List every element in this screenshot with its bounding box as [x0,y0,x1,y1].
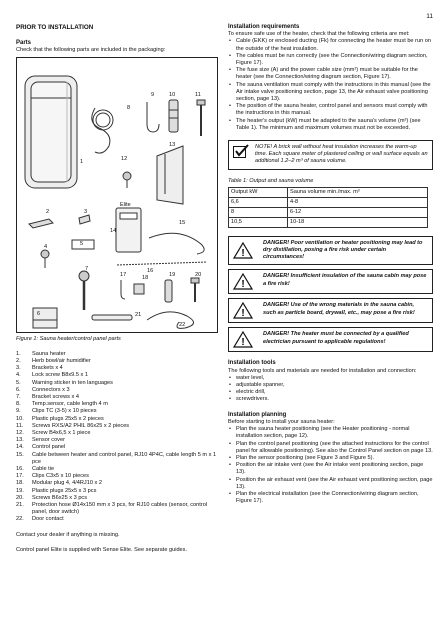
note-text: NOTE! A brick wall without heat insulation increases the warm-up time. Each square meter of plastered ceiling or wall surface equals an additional 1.2–2 m³ of sauna volume. [255,144,428,165]
item-text: Connectors x 3 [32,386,70,393]
parts-figure [16,57,218,333]
item-text: Sensor cover [32,437,65,444]
table-cell: 10-18 [287,217,427,227]
elite-label: Elite [120,201,131,208]
parts-list-item [16,516,220,523]
danger-text: DANGER! Poor ventilation or heater positioning may lead to dry distillation, posing a fire risk under certain circumstances! [263,239,423,261]
item-number: 17. [16,473,24,480]
requirement-item: • The fuse size (A) and the power cable size (mm²) must be suitable for the heater (see the Connection/wiring diagram section, Figure 17). [228,67,433,81]
tools-list [228,375,433,404]
item-text: Protection hose Ø14x150 mm x 3 pcs, for RJ10 cables (sensor, control panel, door switch) [32,502,208,516]
item-text: Herb bowl/air humidifier [32,358,91,365]
figure-label: 17 [120,271,127,278]
output-volume-table [228,187,428,228]
figure-caption: Figure 1: Sauna heater/control panel parts [16,335,121,342]
item-number: 21. [16,502,24,509]
cable-tie-drawing [117,262,207,265]
item-number: 9. [16,408,21,415]
parts-list-item [16,351,220,358]
planning-item: • Plan the electrical installation (see the Connection/wiring diagram section, Figure 17). [228,491,433,505]
table-caption: Table 1: Output and sauna volume [228,177,314,184]
requirements-heading: Installation requirements [228,24,300,30]
table-row [229,197,428,207]
table-row [229,207,428,217]
tools-intro: The following tools and materials are needed for installation and connection: [228,367,417,374]
screws-rxs-drawing [197,100,205,136]
warning-triangle-icon [233,331,263,348]
sauna-heater-drawing [25,76,77,188]
clips-tc-drawing [147,102,159,132]
parts-list-item [16,480,220,487]
item-number: 18. [16,480,24,487]
planning-intro: Before starting to install your sauna heater: [228,418,335,425]
danger-text: DANGER! The heater must be connected by a qualified electrician pursuant to applicable regulations! [263,331,409,345]
protection-hose-drawing [92,315,132,320]
table-header: Output kW [229,187,288,197]
warning-triangle-icon [233,273,263,290]
cable-drawing [149,233,204,254]
svg-text:!: ! [241,248,245,260]
item-number: 4. [16,372,21,379]
requirement-item: • Cable (EKK) or enclosed ducting (Fk) for connecting the heater must be run on the outside of the heat insulation. [228,38,433,52]
tool-item: • water level, [228,375,433,382]
contact-dealer-text: Contact your dealer if anything is missing. [16,531,120,538]
item-text: Lock screw B8x9.5 x 1 [32,372,88,379]
planning-item: • Position the air intake vent (see the Air intake vent positioning section, page 13). [228,462,433,476]
modular-plug-drawing [134,284,144,294]
item-number: 5. [16,379,21,386]
lock-screw-drawing [41,250,49,268]
page-number: 11 [426,13,433,20]
table-cell: 4-8 [287,197,427,207]
figure-label: 13 [169,141,176,148]
figure-label: 8 [127,104,131,111]
item-text: Clips TC (3-5) x 10 pieces [32,408,97,415]
figure-label: 9 [151,91,155,98]
parts-list-item [16,372,220,379]
section-title: PRIOR TO INSTALLATION [16,24,94,31]
planning-item: • Position the air exhaust vent (see the Air exhaust vent positioning section, page 13). [228,477,433,491]
figure-label: 21 [135,311,142,318]
danger-box [228,269,433,294]
control-panel-drawing [116,208,141,252]
item-number: 1. [16,350,21,357]
item-text: Sauna heater [32,350,66,357]
item-number: 20. [16,494,24,501]
planning-item: • Plan the control panel positioning (see the attached instructions for the control panel for allowable positioning). See also the Control Panel section on page 13. [228,441,433,455]
figure-label: 16 [147,267,154,274]
table-row [229,217,428,227]
item-number: 10. [16,415,24,422]
item-number: 6. [16,386,21,393]
parts-list-item [16,452,220,466]
requirement-item: • The position of the sauna heater, control panel and sensors must comply with the instructions in this manual. [228,103,433,117]
table-cell: 10,5 [229,217,288,227]
sensor-cover-drawing [157,146,183,204]
danger-text: DANGER! Use of the wrong materials in the sauna cabin, such as particle board, drywall, etc., may pose a fire risk! [263,302,415,316]
note-box [228,140,433,170]
item-text: Screws RXS/A2 PHIL 86x25 x 2 pieces [32,422,130,429]
danger-text: DANGER! Insufficient insulation of the sauna cabin may pose a fire risk! [263,273,427,287]
temp-sensor-drawing [92,108,113,153]
figure-label: 2 [46,208,50,215]
door-contact-drawing [147,311,194,328]
elite-note: Control panel Elite is supplied with Sense Elite. See separate guides. [16,546,188,553]
requirement-item: • The cables must be run correctly (see the Connection/wiring diagram section, Figure 17). [228,53,433,67]
parts-list-item [16,437,220,444]
item-text: Clips C3x5 x 10 pieces [32,473,89,480]
item-number: 3. [16,365,21,372]
herb-bowl-drawing [29,219,53,228]
parts-list-item [16,466,220,473]
tool-item: • adjustable spanner, [228,382,433,389]
table-header-row [229,187,428,197]
left-column [16,24,220,554]
figure-label: 15 [179,219,186,226]
requirements-list [228,38,433,132]
plastic-plugs-small-drawing [165,280,172,302]
parts-list [16,351,220,524]
table-cell: 6-12 [287,207,427,217]
svg-text:!: ! [241,337,245,349]
requirement-item: • The heater's output (kW) must be adapted to the sauna's volume (m³) (see Table 1). The minimum and maximum volumes must not be exceeded. [228,118,433,132]
parts-list-item [16,380,220,387]
item-number: 15. [16,451,24,458]
parts-list-item [16,358,220,365]
item-number: 12. [16,430,24,437]
figure-label: 1 [80,158,84,165]
danger-list [228,236,433,353]
item-text: Cable tie [32,466,55,473]
item-text: Bracket screws x 4 [32,394,79,401]
figure-label: 11 [195,91,201,98]
item-text: Temp.sensor, cable length 4 m [32,401,108,408]
figure-label: 7 [85,265,89,272]
item-text: Screws B6x25 x 3 pcs [32,494,88,501]
item-number: 11. [16,422,24,429]
planning-item: • Plan the sauna heater positioning (see the Heater positioning - normal installation section, page 12). [228,426,433,440]
tool-item: • screwdrivers. [228,396,433,403]
item-text: Door contact [32,516,64,523]
parts-illustration [17,58,217,332]
item-text: Warning sticker in ten languages [32,379,113,386]
checkmark-icon [233,144,255,166]
item-number: 13. [16,437,24,444]
figure-label: 5 [80,240,84,247]
requirements-intro: To ensure safe use of the heater, check that the following criteria are met: [228,31,410,38]
item-number: 14. [16,444,24,451]
parts-list-item [16,430,220,437]
warning-triangle-icon [233,302,263,319]
figure-label: 6 [37,310,41,317]
requirement-item: • The sauna ventilation must comply with the instructions in this manual (see the Air intake valve positioning section, page 13, the Air exhaust valve positioning section, page 13). [228,82,433,104]
figure-label: 14 [110,227,117,234]
item-text: Screw B4x6,5 x 1 piece [32,430,91,437]
svg-text:!: ! [241,308,245,320]
item-number: 8. [16,401,21,408]
parts-heading: Parts [16,40,32,47]
parts-list-item [16,365,220,372]
table-cell: 6,6 [229,197,288,207]
item-number: 2. [16,358,21,365]
item-number: 16. [16,466,24,473]
figure-label: 10 [169,91,176,98]
planning-heading: Installation planning [228,411,287,418]
planning-list [228,426,433,505]
table-header: Sauna volume min./max. m³ [287,187,427,197]
screw-b4-drawing [123,172,131,188]
figure-label: 20 [195,271,202,278]
danger-box [228,327,433,352]
parts-list-item [16,502,220,516]
parts-list-item [16,394,220,401]
parts-list-item [16,423,220,430]
figure-label: 4 [44,243,48,250]
right-column [228,24,433,505]
parts-list-item [16,444,220,451]
parts-list-item [16,416,220,423]
item-text: Control panel [32,444,66,451]
figure-label: 12 [121,155,128,162]
item-number: 7. [16,394,21,401]
bracket-drawing [79,215,90,224]
item-text: Plastic plugs 25x5 x 3 pcs [32,487,97,494]
planning-item: • Plan the sensor positioning (see Figure 3 and Figure 5). [228,455,433,462]
svg-text:!: ! [241,279,245,291]
tools-heading: Installation tools [228,360,276,367]
item-number: 19. [16,487,24,494]
danger-box [228,298,433,323]
figure-label: 18 [142,274,149,281]
parts-list-item [16,387,220,394]
parts-list-item [16,401,220,408]
parts-list-item [16,488,220,495]
danger-box [228,236,433,266]
parts-intro: Check that the following parts are included in the packaging: [16,47,166,54]
clips-c3-drawing [121,280,125,299]
bracket-screw-drawing [79,271,89,310]
figure-label: 19 [169,271,176,278]
figure-label: 3 [84,208,88,215]
item-text: Cable between heater and control panel, RJ10 4P4C, cable length 5 m x 1 pce [32,451,217,465]
table-cell: 8 [229,207,288,217]
plastic-plugs-drawing [169,100,178,132]
parts-list-item [16,495,220,502]
parts-list-item [16,473,220,480]
item-text: Plastic plugs 25x5 x 2 pieces [32,415,104,422]
tool-item: • electric drill, [228,389,433,396]
item-text: Modular plug 4, 4/4RJ10 x 2 [32,480,102,487]
figure-label: 22 [179,321,186,328]
screws-b6-drawing [191,278,199,302]
parts-list-item [16,408,220,415]
item-number: 22. [16,516,24,523]
warning-triangle-icon [233,240,263,262]
item-text: Brackets x 4 [32,365,63,372]
